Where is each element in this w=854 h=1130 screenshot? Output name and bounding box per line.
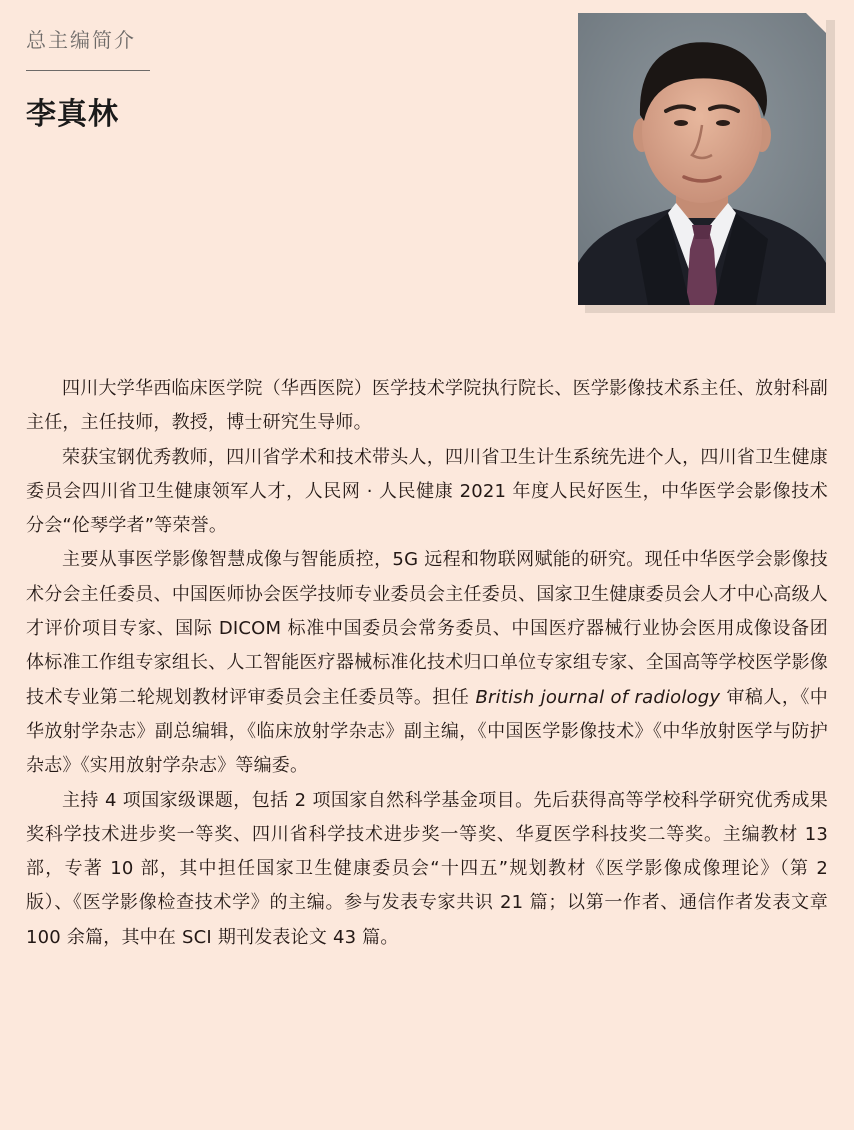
section-label: 总主编简介 bbox=[26, 28, 136, 52]
portrait-illustration bbox=[578, 13, 826, 305]
editor-name: 李真林 bbox=[26, 97, 119, 132]
bio-paragraph-1: 四川大学华西临床医学院（华西医院）医学技术学院执行院长、医学影像技术系主任、放射科副主任，主任技师，教授，博士研究生导师。 bbox=[26, 378, 828, 434]
bio-paragraph-3-text-a: 主要从事医学影像智慧成像与智能质控，5G 远程和物联网赋能的研究。现任中华医学会影像技术分会主任委员、中国医师协会医学技师专业委员会主任委员、国家卫生健康委员会人才中心高级人才评价项目专家、国际 DICOM 标准中国委员会常务委员、中国医疗器械行业协会医用成像设备团体标准工作组专家组长、人工智能医疗器械标准化技术归口单位专家组专家、全国高等学校医学影像技术专业第二轮规划教材评审委员会主任委员等。担任 bbox=[26, 549, 828, 708]
bio-paragraph-4: 主持 4 项国家级课题，包括 2 项国家自然科学基金项目。先后获得高等学校科学研究优秀成果奖科学技术进步奖一等奖、四川省科学技术进步奖一等奖、华夏医学科技奖二等奖。主编教材 13 部，专著 10 部，其中担任国家卫生健康委员会“十四五”规划教材《医学影像成像理论》（第 2 版）、《医学影像检查技术学》的主编。参与发表专家共识 21 篇；以第一作者、通信作者发表文章 100 余篇，其中在 SCI 期刊发表论文 43 篇。 bbox=[26, 789, 828, 948]
journal-title: British journal of radiology bbox=[475, 686, 721, 708]
section-divider bbox=[26, 70, 150, 71]
photo-corner-fold bbox=[806, 13, 826, 33]
portrait-photo bbox=[578, 13, 826, 305]
bio-paragraph-3 bbox=[26, 543, 828, 783]
biography bbox=[26, 372, 828, 955]
bio-paragraph-3-text-b: 审稿人，《中华放射学杂志》副总编辑，《临床放射学杂志》副主编，《中国医学影像技术》《中华放射医学与防护杂志》《实用放射学杂志》等编委。 bbox=[26, 686, 828, 777]
bio-paragraph-2: 荣获宝钢优秀教师，四川省学术和技术带头人，四川省卫生计生系统先进个人，四川省卫生健康委员会四川省卫生健康领军人才，人民网 · 人民健康 2021 年度人民好医生，中华医学会影像技术分会“伦琴学者”等荣誉。 bbox=[26, 446, 828, 537]
